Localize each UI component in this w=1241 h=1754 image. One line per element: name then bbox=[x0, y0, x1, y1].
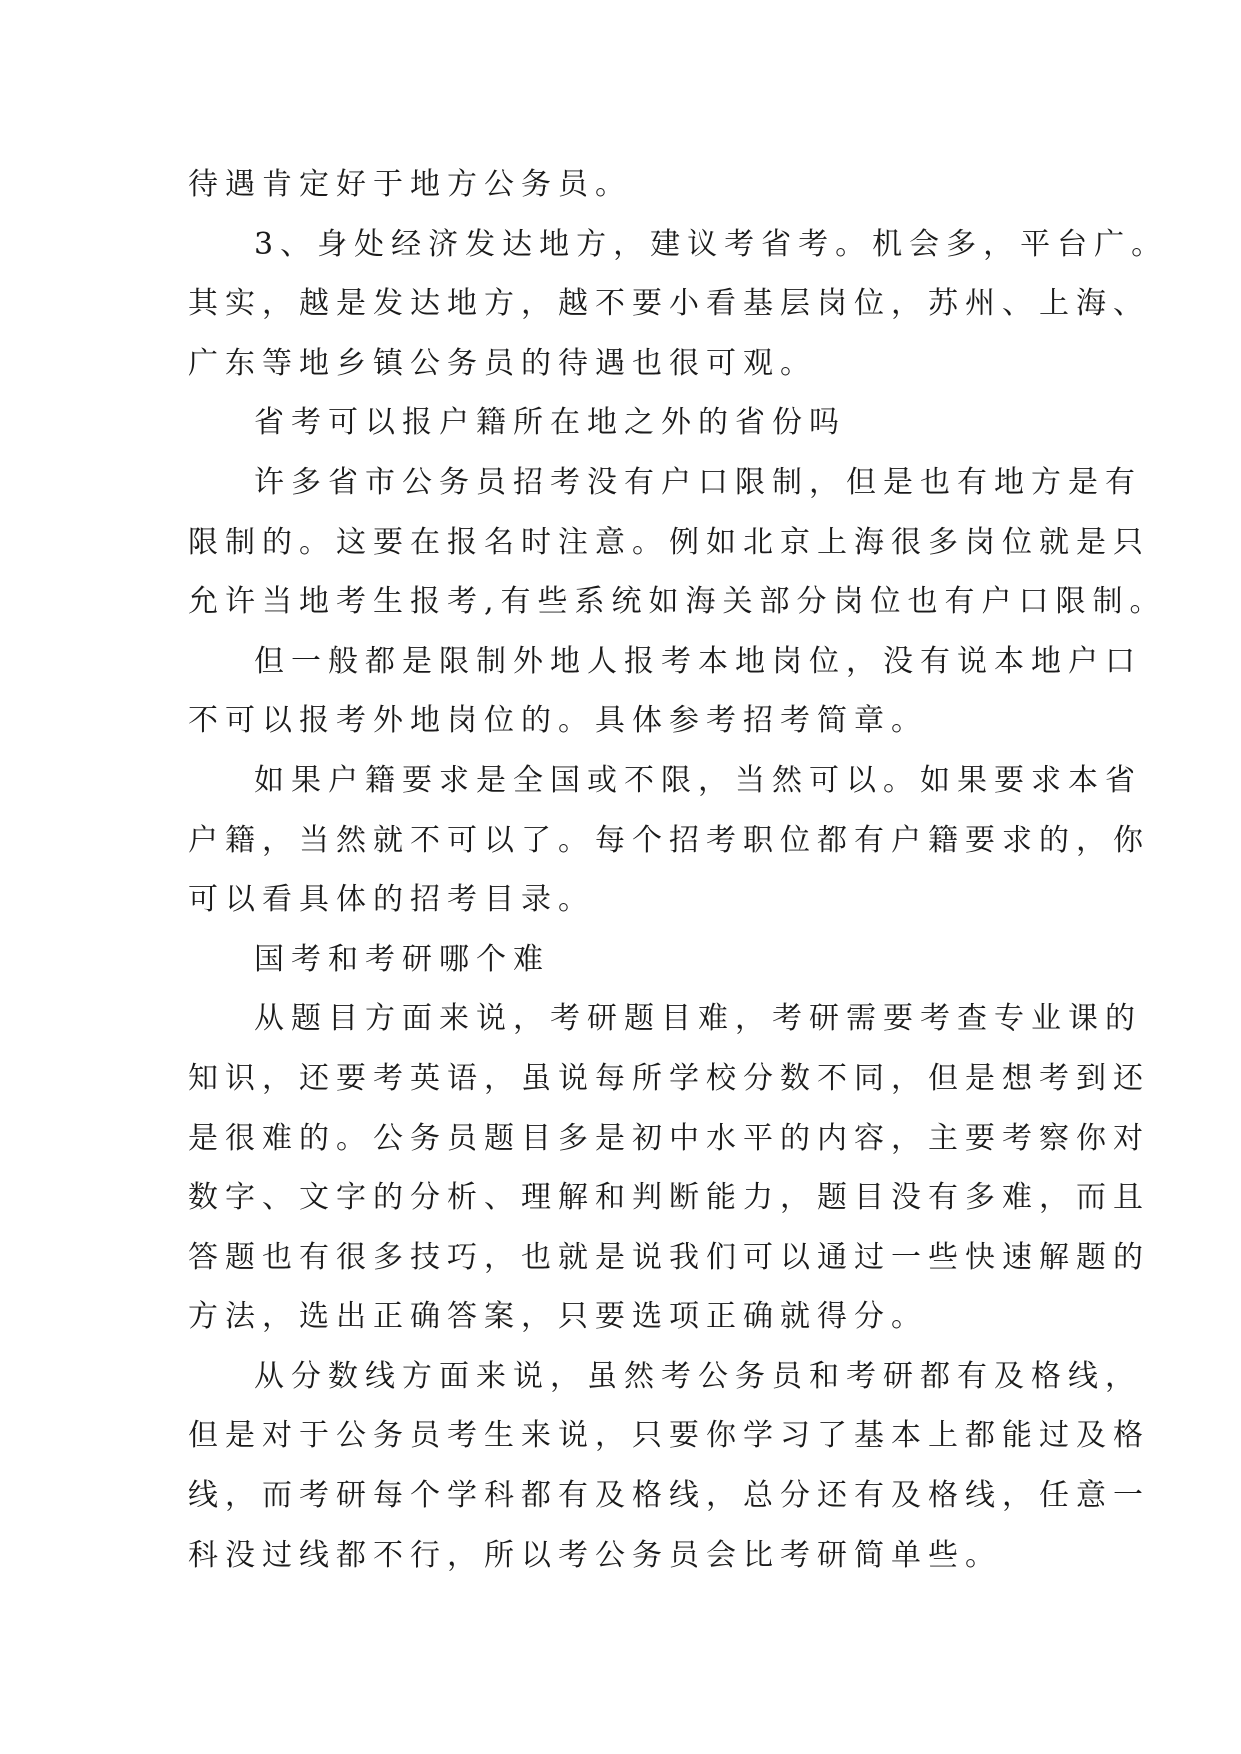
text-line: 待遇肯定好于地方公务员。 bbox=[188, 167, 632, 202]
text-line: 不可以报考外地岗位的。具体参考招考简章。 bbox=[188, 703, 928, 739]
text-line: 答题也有很多技巧，也就是说我们可以通过一些快速解题的 bbox=[188, 1239, 1150, 1275]
text-line: 但一般都是限制外地人报考本地岗位，没有说本地户口 bbox=[254, 643, 1142, 679]
text-line: 从分数线方面来说，虽然考公务员和考研都有及格线， bbox=[254, 1358, 1142, 1394]
text-line: 数字、文字的分析、理解和判断能力，题目没有多难，而且 bbox=[188, 1180, 1150, 1216]
text-line: 从题目方面来说，考研题目难，考研需要考查专业课的 bbox=[254, 1001, 1142, 1037]
text-line: 如果户籍要求是全国或不限，当然可以。如果要求本省 bbox=[254, 762, 1142, 798]
section-heading: 省考可以报户籍所在地之外的省份吗 bbox=[254, 405, 846, 441]
text-line: 允许当地考生报考,有些系统如海关部分岗位也有户口限制。 bbox=[188, 584, 1167, 620]
text-line: 限制的。这要在报名时注意。例如北京上海很多岗位就是只 bbox=[188, 524, 1150, 560]
text-line: 广东等地乡镇公务员的待遇也很可观。 bbox=[188, 345, 817, 381]
text-line: 是很难的。公务员题目多是初中水平的内容，主要考察你对 bbox=[188, 1120, 1150, 1156]
text-line: 线，而考研每个学科都有及格线，总分还有及格线，任意一 bbox=[188, 1478, 1150, 1514]
text-line: 科没过线都不行，所以考公务员会比考研简单些。 bbox=[188, 1537, 1002, 1573]
section-heading: 国考和考研哪个难 bbox=[254, 941, 550, 977]
text-line: 可以看具体的招考目录。 bbox=[188, 882, 595, 918]
text-line: 其实，越是发达地方，越不要小看基层岗位，苏州、上海、 bbox=[188, 286, 1150, 322]
text-line: 户籍，当然就不可以了。每个招考职位都有户籍要求的，你 bbox=[188, 822, 1150, 858]
text-line: 3、身处经济发达地方，建议考省考。机会多，平台广。 bbox=[254, 226, 1169, 262]
text-line: 许多省市公务员招考没有户口限制，但是也有地方是有 bbox=[254, 464, 1142, 500]
text-line: 但是对于公务员考生来说，只要你学习了基本上都能过及格 bbox=[188, 1418, 1150, 1454]
text-line: 知识，还要考英语，虽说每所学校分数不同，但是想考到还 bbox=[188, 1060, 1150, 1096]
document-body bbox=[188, 155, 1169, 1585]
text-line: 方法，选出正确答案，只要选项正确就得分。 bbox=[188, 1299, 928, 1335]
